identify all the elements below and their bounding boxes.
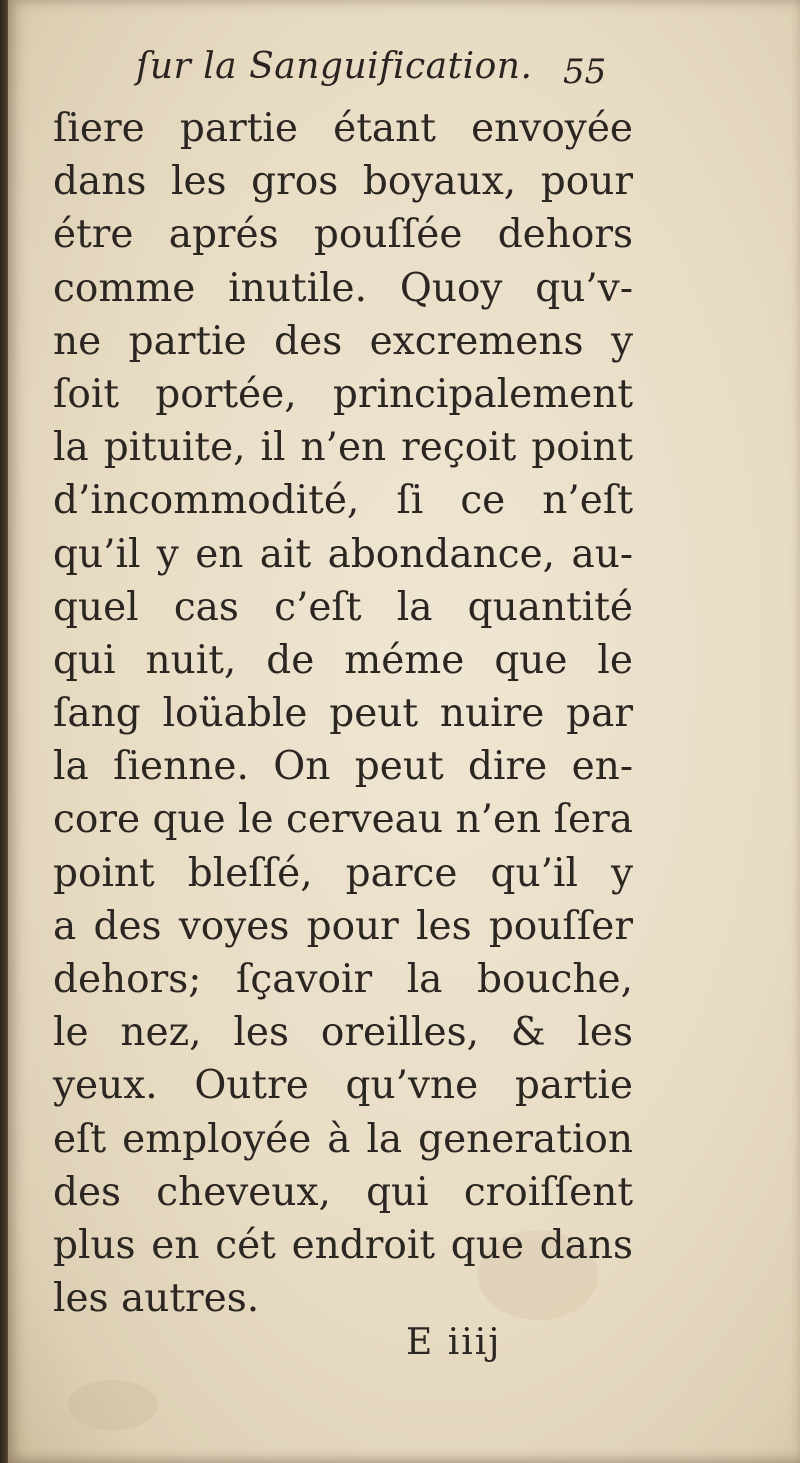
text-line: ſoit portée, principalement — [53, 371, 633, 417]
book-page — [8, 0, 800, 1463]
text-line: qu’il y en ait abondance, au- — [53, 531, 633, 577]
text-line: d’incommodité, ſi ce n’eſt — [53, 478, 633, 524]
text-line: eſt employée à la generation — [53, 1116, 633, 1162]
page-number: 55 — [563, 52, 607, 92]
text-line: dehors; ſçavoir la bouche, — [53, 957, 633, 1002]
text-line: le nez, les oreilles, & les — [53, 1010, 633, 1056]
running-head: ſur la Sanguification. — [136, 46, 533, 87]
text-line: core que le cerveau n’en ſera — [53, 797, 633, 843]
paper-stain — [68, 1380, 158, 1430]
text-line: la ſienne. On peut dire en- — [53, 744, 633, 790]
text-line: point bleſſé, parce qu’il y — [53, 850, 633, 896]
text-line: étre aprés pouſſée dehors — [53, 212, 633, 258]
text-line: ſiere partie étant envoyée — [53, 106, 633, 151]
page-header — [8, 40, 800, 110]
text-line: a des voyes pour les pouſſer — [53, 903, 633, 949]
text-line: yeux. Outre qu’vne partie — [53, 1063, 633, 1109]
body-text — [53, 102, 633, 1325]
signature-mark: E iiij — [406, 1322, 502, 1363]
text-line: qui nuit, de méme que le — [53, 637, 633, 683]
text-line: dans les gros boyaux, pour — [53, 159, 633, 205]
text-line: ſang loüable peut nuire par — [53, 691, 633, 737]
text-line: comme inutile. Quoy qu’v- — [53, 265, 633, 311]
text-line: des cheveux, qui croiſſent — [53, 1169, 633, 1215]
text-line: les autres. — [53, 1276, 260, 1322]
text-line: quel cas c’eſt la quantité — [53, 584, 633, 630]
text-line: la pituite, il n’en reçoit point — [53, 425, 633, 471]
text-line: plus en cét endroit que dans — [53, 1222, 633, 1268]
text-line: ne partie des excremens y — [53, 318, 633, 364]
